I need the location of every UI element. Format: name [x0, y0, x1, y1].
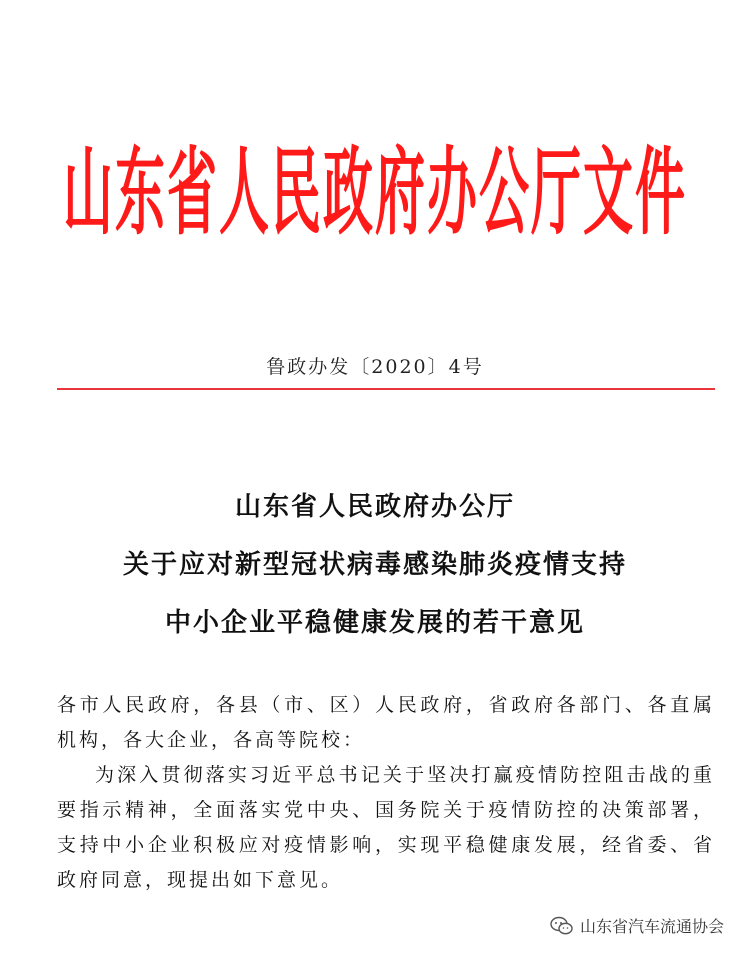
title-line-1: 山东省人民政府办公厅	[234, 492, 515, 522]
document-masthead	[0, 120, 750, 250]
document-title	[0, 478, 750, 652]
red-divider-line	[57, 388, 715, 390]
document-body	[57, 688, 715, 898]
title-line-3: 中小企业平稳健康发展的若干意见	[164, 608, 585, 638]
document-number: 鲁政办发〔2020〕4号	[266, 356, 484, 378]
body-paragraph-1: 为深入贯彻落实习近平总书记关于坚决打赢疫情防控阻击战的重要指示精神，全面落实党中央、国务院关于疫情防控的决策部署，支持中小企业积极应对疫情影响，实现平稳健康发展，经省委、省政府同意，现提出如下意见。	[57, 764, 715, 891]
watermark-text: 山东省汽车流通协会	[579, 917, 724, 936]
wechat-watermark	[546, 912, 728, 939]
title-line-2: 关于应对新型冠状病毒感染肺炎疫情支持	[122, 550, 627, 580]
wechat-icon	[550, 916, 574, 936]
addressees-paragraph: 各市人民政府，各县（市、区）人民政府，省政府各部门、各直属机构，各大企业，各高等院校：	[57, 694, 715, 751]
masthead-title: 山东省人民政府办公厅文件	[63, 137, 687, 248]
